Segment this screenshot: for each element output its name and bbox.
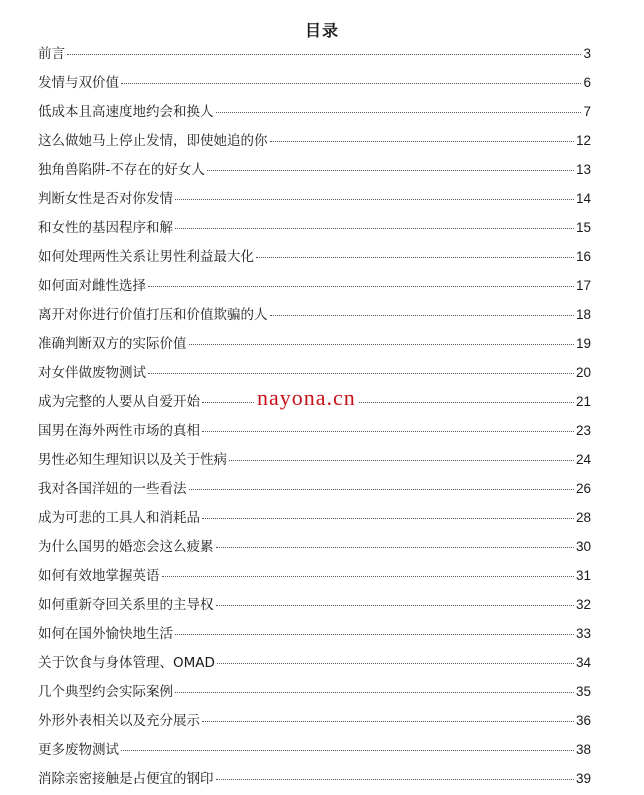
toc-leader-dots bbox=[256, 257, 574, 258]
toc-entry-text: 如何在国外愉快地生活 bbox=[38, 626, 173, 642]
toc-entry[interactable] bbox=[38, 68, 591, 97]
toc-entry-page: 3 bbox=[583, 46, 591, 61]
toc-entry-text: 如何处理两性关系让男性利益最大化 bbox=[38, 249, 254, 265]
toc-entry-page: 16 bbox=[575, 249, 591, 264]
toc-entry-page: 21 bbox=[575, 394, 591, 409]
toc-entry-page: 19 bbox=[575, 336, 591, 351]
toc-entry-page: 15 bbox=[575, 220, 591, 235]
toc-leader-dots bbox=[270, 141, 574, 142]
toc-entry[interactable] bbox=[38, 677, 591, 706]
toc-entry-text: 准确判断双方的实际价值 bbox=[38, 336, 187, 352]
watermark-text: nayona.cn bbox=[254, 385, 359, 411]
toc-entry-page: 24 bbox=[575, 452, 591, 467]
toc-entry-page: 28 bbox=[575, 510, 591, 525]
toc-entry-page: 17 bbox=[575, 278, 591, 293]
toc-entry-text: 男性必知生理知识以及关于性病 bbox=[38, 452, 227, 468]
toc-entry-page: 39 bbox=[575, 771, 591, 786]
toc-entry[interactable] bbox=[38, 561, 591, 590]
toc-entry-text: 这么做她马上停止发情，即使她追的你 bbox=[38, 133, 268, 149]
toc-entry-text: 外形外表相关以及充分展示 bbox=[38, 713, 200, 729]
toc-leader-dots bbox=[121, 83, 581, 84]
toc-entry[interactable] bbox=[38, 619, 591, 648]
toc-title: 目录 bbox=[304, 21, 339, 40]
toc-entry-page: 31 bbox=[575, 568, 591, 583]
toc-entry[interactable] bbox=[38, 648, 591, 677]
toc-leader-dots bbox=[202, 518, 574, 519]
toc-entry[interactable] bbox=[38, 590, 591, 619]
toc-leader-dots bbox=[175, 692, 574, 693]
toc-leader-dots bbox=[216, 112, 582, 113]
toc-entry[interactable] bbox=[38, 155, 591, 184]
toc-entry-text: 如何重新夺回关系里的主导权 bbox=[38, 597, 214, 613]
toc-entry-page: 20 bbox=[575, 365, 591, 380]
toc-entry-text: 关于饮食与身体管理、OMAD bbox=[38, 655, 215, 671]
toc-entry[interactable] bbox=[38, 271, 591, 300]
toc-entry[interactable] bbox=[38, 97, 591, 126]
toc-entry-text: 如何面对雌性选择 bbox=[38, 278, 146, 294]
toc-leader-dots bbox=[216, 779, 574, 780]
toc-entry-page: 32 bbox=[575, 597, 591, 612]
toc-list bbox=[38, 39, 591, 793]
toc-leader-dots bbox=[216, 547, 574, 548]
toc-entry[interactable] bbox=[38, 532, 591, 561]
toc-entry[interactable] bbox=[38, 474, 591, 503]
toc-entry[interactable] bbox=[38, 416, 591, 445]
toc-entry-text: 判断女性是否对你发情 bbox=[38, 191, 173, 207]
toc-entry-page: 33 bbox=[575, 626, 591, 641]
toc-entry-text: 国男在海外两性市场的真相 bbox=[38, 423, 200, 439]
toc-entry-text: 如何有效地掌握英语 bbox=[38, 568, 160, 584]
toc-entry[interactable] bbox=[38, 213, 591, 242]
toc-entry[interactable] bbox=[38, 242, 591, 271]
toc-entry-page: 14 bbox=[575, 191, 591, 206]
toc-entry-page: 6 bbox=[583, 75, 591, 90]
toc-entry[interactable] bbox=[38, 300, 591, 329]
toc-entry-text: 我对各国洋妞的一些看法 bbox=[38, 481, 187, 497]
toc-leader-dots bbox=[207, 170, 574, 171]
toc-leader-dots bbox=[175, 199, 574, 200]
toc-entry-text: 成为完整的人要从自爱开始 bbox=[38, 394, 200, 410]
toc-leader-dots bbox=[67, 54, 581, 55]
toc-leader-dots bbox=[175, 634, 574, 635]
toc-leader-dots bbox=[121, 750, 574, 751]
toc-entry-text: 成为可悲的工具人和消耗品 bbox=[38, 510, 200, 526]
toc-leader-dots bbox=[189, 344, 574, 345]
toc-entry-page: 35 bbox=[575, 684, 591, 699]
toc-leader-dots bbox=[229, 460, 574, 461]
toc-entry-page: 36 bbox=[575, 713, 591, 728]
toc-entry-text: 更多废物测试 bbox=[38, 742, 119, 758]
toc-entry-page: 26 bbox=[575, 481, 591, 496]
toc-leader-dots bbox=[189, 489, 574, 490]
toc-entry-text: 和女性的基因程序和解 bbox=[38, 220, 173, 236]
toc-leader-dots bbox=[148, 373, 574, 374]
toc-entry-text: 发情与双价值 bbox=[38, 75, 119, 91]
toc-leader-dots bbox=[148, 286, 574, 287]
toc-leader-dots bbox=[175, 228, 574, 229]
toc-entry-text: 前言 bbox=[38, 46, 65, 62]
toc-entry-page: 30 bbox=[575, 539, 591, 554]
toc-entry-page: 12 bbox=[575, 133, 591, 148]
toc-entry-page: 13 bbox=[575, 162, 591, 177]
toc-leader-dots bbox=[202, 721, 574, 722]
toc-entry[interactable] bbox=[38, 126, 591, 155]
toc-entry-page: 38 bbox=[575, 742, 591, 757]
toc-entry[interactable] bbox=[38, 764, 591, 793]
toc-leader-dots bbox=[216, 605, 574, 606]
toc-entry[interactable] bbox=[38, 329, 591, 358]
toc-entry[interactable] bbox=[38, 39, 591, 68]
toc-entry[interactable] bbox=[38, 735, 591, 764]
toc-entry-text: 低成本且高速度地约会和换人 bbox=[38, 104, 214, 120]
toc-leader-dots bbox=[217, 663, 574, 664]
toc-entry[interactable] bbox=[38, 445, 591, 474]
toc-entry-page: 23 bbox=[575, 423, 591, 438]
toc-leader-dots bbox=[162, 576, 574, 577]
toc-entry[interactable] bbox=[38, 358, 591, 387]
toc-entry-page: 7 bbox=[583, 104, 591, 119]
toc-entry-text: 对女伴做废物测试 bbox=[38, 365, 146, 381]
toc-leader-dots bbox=[202, 431, 574, 432]
toc-entry-text: 独角兽陷阱-不存在的好女人 bbox=[38, 162, 205, 178]
toc-entry-page: 34 bbox=[575, 655, 591, 670]
toc-entry-page: 18 bbox=[575, 307, 591, 322]
toc-entry[interactable] bbox=[38, 184, 591, 213]
toc-entry[interactable] bbox=[38, 706, 591, 735]
toc-entry-text: 几个典型约会实际案例 bbox=[38, 684, 173, 700]
toc-entry-text: 为什么国男的婚恋会这么疲累 bbox=[38, 539, 214, 555]
toc-entry-text: 离开对你进行价值打压和价值欺骗的人 bbox=[38, 307, 268, 323]
toc-leader-dots bbox=[270, 315, 574, 316]
toc-entry[interactable] bbox=[38, 503, 591, 532]
toc-entry-text: 消除亲密接触是占便宜的钢印 bbox=[38, 771, 214, 787]
